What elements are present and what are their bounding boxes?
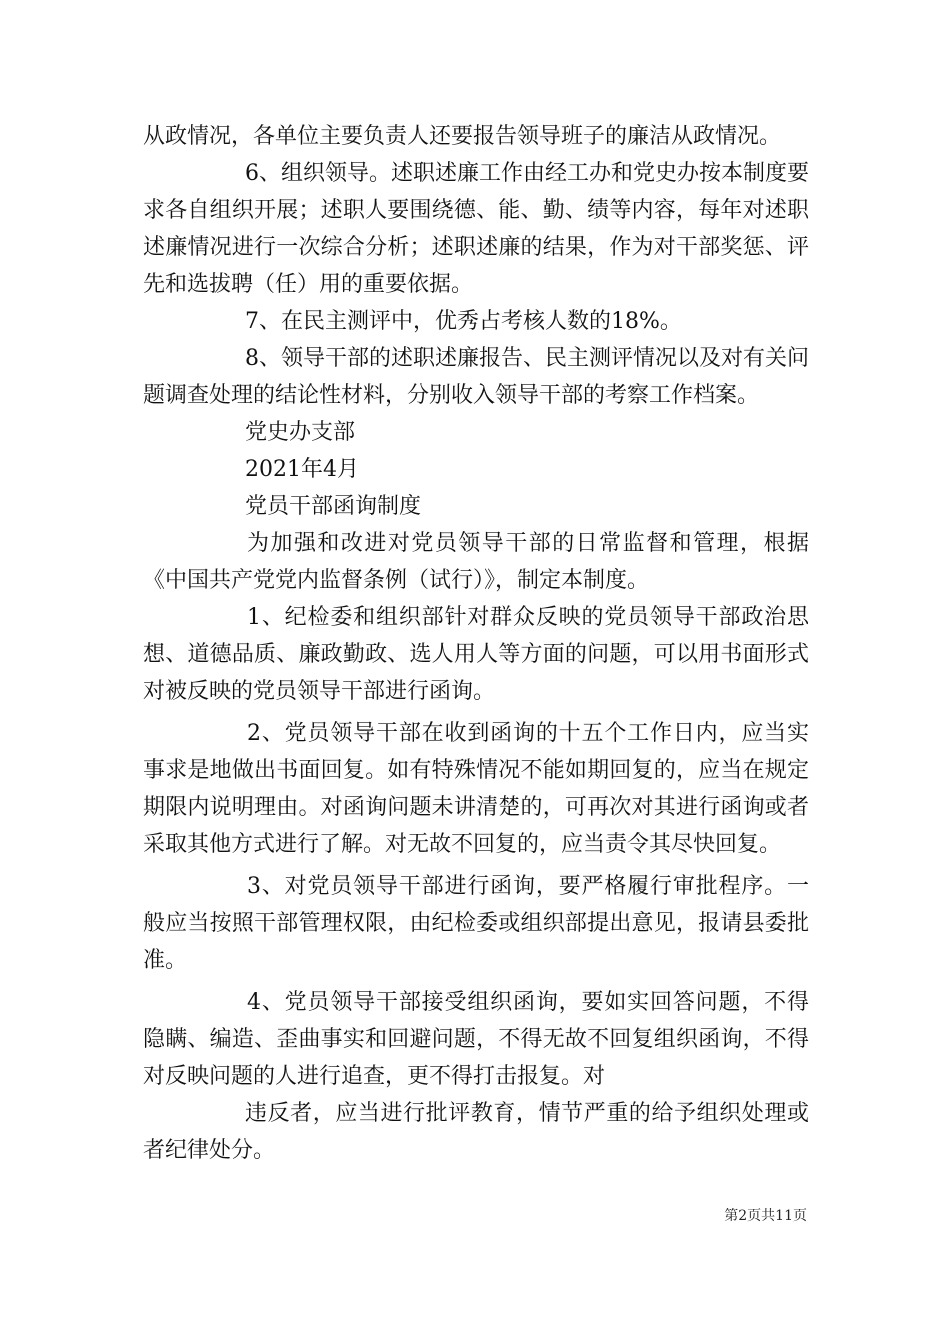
page-number: 第2页共11页 [724, 1208, 807, 1224]
paragraph-item-7: 7、在民主测评中，优秀占考核人数的18%。 [245, 309, 682, 334]
paragraph-item-8: 8、领导干部的述职述廉报告、民主测评情况以及对有关问题调查处理的结论性材料，分别收入领导干部的考察工作档案。 [143, 346, 809, 408]
signature-date: 2021年4月 [245, 457, 359, 482]
paragraph-clause-1: 1、纪检委和组织部针对群众反映的党员领导干部政治思想、道德品质、廉政勤政、选人用人等方面的问题，可以用书面形式对被反映的党员领导干部进行函询。 [143, 605, 809, 704]
paragraph-clause-4-continued: 违反者，应当进行批评教育，情节严重的给予组织处理或者纪律处分。 [143, 1101, 809, 1163]
paragraph-clause-4: 4、党员领导干部接受组织函询，要如实回答问题，不得隐瞒、编造、歪曲事实和回避问题，不得无故不回复组织函询，不得对反映问题的人进行追查，更不得打击报复。对 [143, 990, 809, 1089]
section-title: 党员干部函询制度 [245, 494, 422, 519]
document-body [143, 118, 809, 1169]
paragraph-intro: 为加强和改进对党员领导干部的日常监督和管理，根据《中国共产党党内监督条例（试行）》，制定本制度。 [143, 531, 809, 593]
paragraph-clause-3: 3、对党员领导干部进行函询，要严格履行审批程序。一般应当按照干部管理权限，由纪检委或组织部提出意见，报请县委批准。 [143, 874, 809, 973]
paragraph-continuation: 从政情况，各单位主要负责人还要报告领导班子的廉洁从政情况。 [143, 124, 782, 149]
signature-department: 党史办支部 [245, 420, 356, 445]
paragraph-clause-2: 2、党员领导干部在收到函询的十五个工作日内，应当实事求是地做出书面回复。如有特殊情况不能如期回复的，应当在规定期限内说明理由。对函询问题未讲清楚的，可再次对其进行函询或者采取其他方式进行了解。对无故不回复的，应当责令其尽快回复。 [143, 721, 809, 857]
paragraph-item-6: 6、组织领导。述职述廉工作由经工办和党史办按本制度要求各自组织开展；述职人要围绕德、能、勤、绩等内容，每年对述职述廉情况进行一次综合分析；述职述廉的结果，作为对干部奖惩、评先和选拔聘（任）用的重要依据。 [143, 161, 809, 297]
